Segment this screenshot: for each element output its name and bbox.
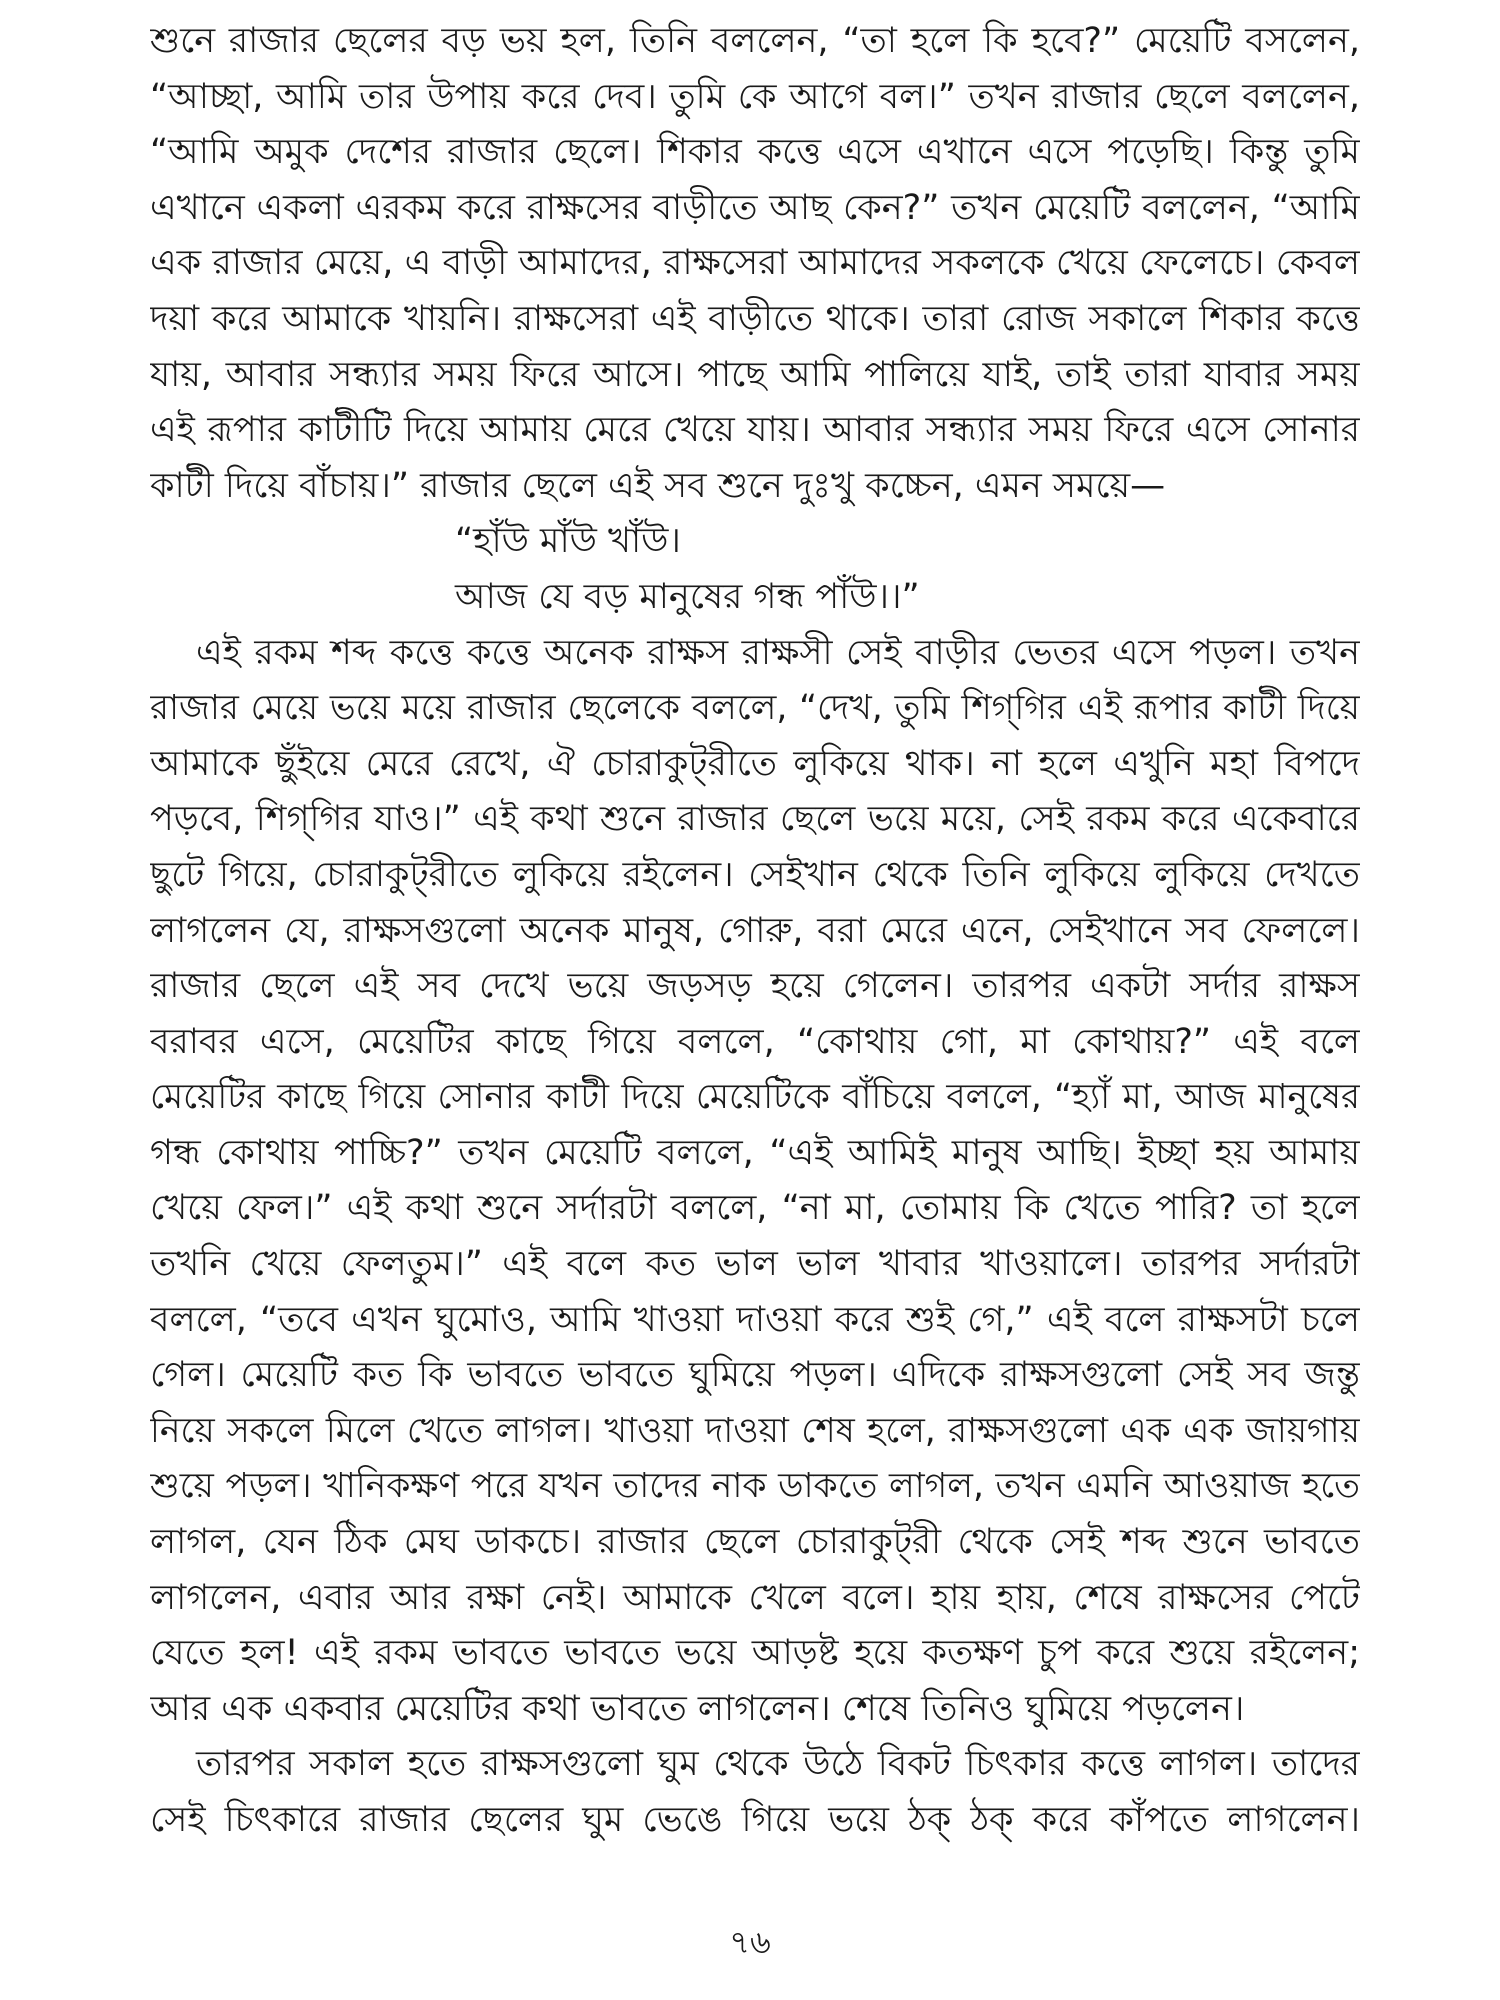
text-line: সেই চিৎকারে রাজার ছেলের ঘুম ভেঙে গিয়ে ভয়ে ঠক্ ঠক্ করে কাঁপতে লাগলেন।: [150, 1800, 1360, 1840]
text-line: তখনি খেয়ে ফেলতুম।” এই বলে কত ভাল ভাল খাবার খাওয়ালে। তারপর সর্দারটা: [150, 1244, 1360, 1285]
verse-line: “হাঁউ মাঁউ খাঁউ।: [455, 521, 681, 562]
verse-line: আজ যে বড় মানুষের গন্ধ পাঁউ।।”: [455, 576, 920, 617]
text-line: ছুটে গিয়ে, চোরাকুট্‌রীতে লুকিয়ে রইলেন। সেইখান থেকে তিনি লুকিয়ে লুকিয়ে দেখতে: [150, 854, 1360, 895]
text-line: আর এক একবার মেয়েটির কথা ভাবতে লাগলেন। শেষে তিনিও ঘুমিয়ে পড়লেন।: [150, 1688, 1245, 1729]
page-number: ৭৬: [729, 1923, 771, 1961]
paragraph-start-line: এই রকম শব্দ কত্তে কত্তে অনেক রাক্ষস রাক্ষসী সেই বাড়ীর ভেতর এসে পড়ল। তখন: [196, 632, 1360, 673]
text-line: খেয়ে ফেল।” এই কথা শুনে সর্দারটা বললে, “না মা, তোমায় কি খেতে পারি? তা হলে: [150, 1188, 1360, 1229]
page-body: [150, 14, 1360, 1849]
text-line: আমাকে ছুঁইয়ে মেরে রেখে, ঐ চোরাকুট্‌রীতে লুকিয়ে থাক। না হলে এখুনি মহা বিপদে: [150, 743, 1360, 784]
text-line: “আমি অমুক দেশের রাজার ছেলে। শিকার কত্তে এসে এখানে এসে পড়েছি। কিন্তু তুমি: [150, 132, 1360, 173]
text-line: পড়বে, শিগ্‌গির যাও।” এই কথা শুনে রাজার ছেলে ভয়ে ময়ে, সেই রকম করে একেবারে: [150, 799, 1360, 840]
text-line: এক রাজার মেয়ে, এ বাড়ী আমাদের, রাক্ষসেরা আমাদের সকলকে খেয়ে ফেলেচে। কেবল: [150, 243, 1360, 284]
text-line: রাজার মেয়ে ভয়ে ময়ে রাজার ছেলেকে বললে, “দেখ, তুমি শিগ্‌গির এই রূপার কাটী দিয়ে: [150, 688, 1360, 729]
paragraph-start-line: তারপর সকাল হতে রাক্ষসগুলো ঘুম থেকে উঠে বিকট চিৎকার কত্তে লাগল। তাদের: [196, 1744, 1360, 1785]
text-line: শুয়ে পড়ল। খানিকক্ষণ পরে যখন তাদের নাক ডাকতে লাগল, তখন এমনি আওয়াজ হতে: [150, 1466, 1360, 1507]
text-line: “আচ্ছা, আমি তার উপায় করে দেব। তুমি কে আগে বল।” তখন রাজার ছেলে বললেন,: [150, 76, 1360, 117]
text-line: এখানে একলা এরকম করে রাক্ষসের বাড়ীতে আছ কেন?” তখন মেয়েটি বললেন, “আমি: [150, 187, 1360, 228]
text-line: লাগলেন, এবার আর রক্ষা নেই। আমাকে খেলে বলে। হায় হায়, শেষে রাক্ষসের পেটে: [150, 1577, 1360, 1618]
text-line: কাটী দিয়ে বাঁচায়।” রাজার ছেলে এই সব শুনে দুঃখু কচ্চেন, এমন সময়ে—: [150, 465, 1166, 506]
text-line: গেল। মেয়েটি কত কি ভাবতে ভাবতে ঘুমিয়ে পড়ল। এদিকে রাক্ষসগুলো সেই সব জন্তু: [150, 1355, 1360, 1396]
text-line: মেয়েটির কাছে গিয়ে সোনার কাটী দিয়ে মেয়েটিকে বাঁচিয়ে বললে, “হ্যাঁ মা, আজ মানুষের: [150, 1077, 1360, 1118]
text-line: দয়া করে আমাকে খায়নি। রাক্ষসেরা এই বাড়ীতে থাকে। তারা রোজ সকালে শিকার কত্তে: [150, 298, 1360, 339]
text-line: গন্ধ কোথায় পাচ্চি?” তখন মেয়েটি বললে, “এই আমিই মানুষ আছি। ইচ্ছা হয় আমায়: [150, 1132, 1360, 1173]
text-line: রাজার ছেলে এই সব দেখে ভয়ে জড়সড় হয়ে গেলেন। তারপর একটা সর্দার রাক্ষস: [150, 966, 1360, 1007]
text-line: যেতে হল! এই রকম ভাবতে ভাবতে ভয়ে আড়ষ্ট হয়ে কতক্ষণ চুপ করে শুয়ে রইলেন;: [150, 1633, 1360, 1674]
text-line: এই রূপার কাটীটি দিয়ে আমায় মেরে খেয়ে যায়। আবার সন্ধ্যার সময় ফিরে এসে সোনার: [150, 410, 1360, 451]
text-line: যায়, আবার সন্ধ্যার সময় ফিরে আসে। পাছে আমি পালিয়ে যাই, তাই তারা যাবার সময়: [150, 354, 1360, 395]
text-line: লাগল, যেন ঠিক মেঘ ডাকচে। রাজার ছেলে চোরাকুট্‌রী থেকে সেই শব্দ শুনে ভাবতে: [150, 1522, 1360, 1563]
text-line: শুনে রাজার ছেলের বড় ভয় হল, তিনি বললেন, “তা হলে কি হবে?” মেয়েটি বসলেন,: [150, 21, 1360, 61]
text-line: বরাবর এসে, মেয়েটির কাছে গিয়ে বললে, “কোথায় গো, মা কোথায়?” এই বলে: [150, 1021, 1360, 1062]
text-line: নিয়ে সকলে মিলে খেতে লাগল। খাওয়া দাওয়া শেষ হলে, রাক্ষসগুলো এক এক জায়গায়: [150, 1410, 1360, 1451]
text-line: বললে, “তবে এখন ঘুমোও, আমি খাওয়া দাওয়া করে শুই গে,” এই বলে রাক্ষসটা চলে: [150, 1299, 1360, 1340]
text-line: লাগলেন যে, রাক্ষসগুলো অনেক মানুষ, গোরু, বরা মেরে এনে, সেইখানে সব ফেললে।: [150, 910, 1360, 951]
